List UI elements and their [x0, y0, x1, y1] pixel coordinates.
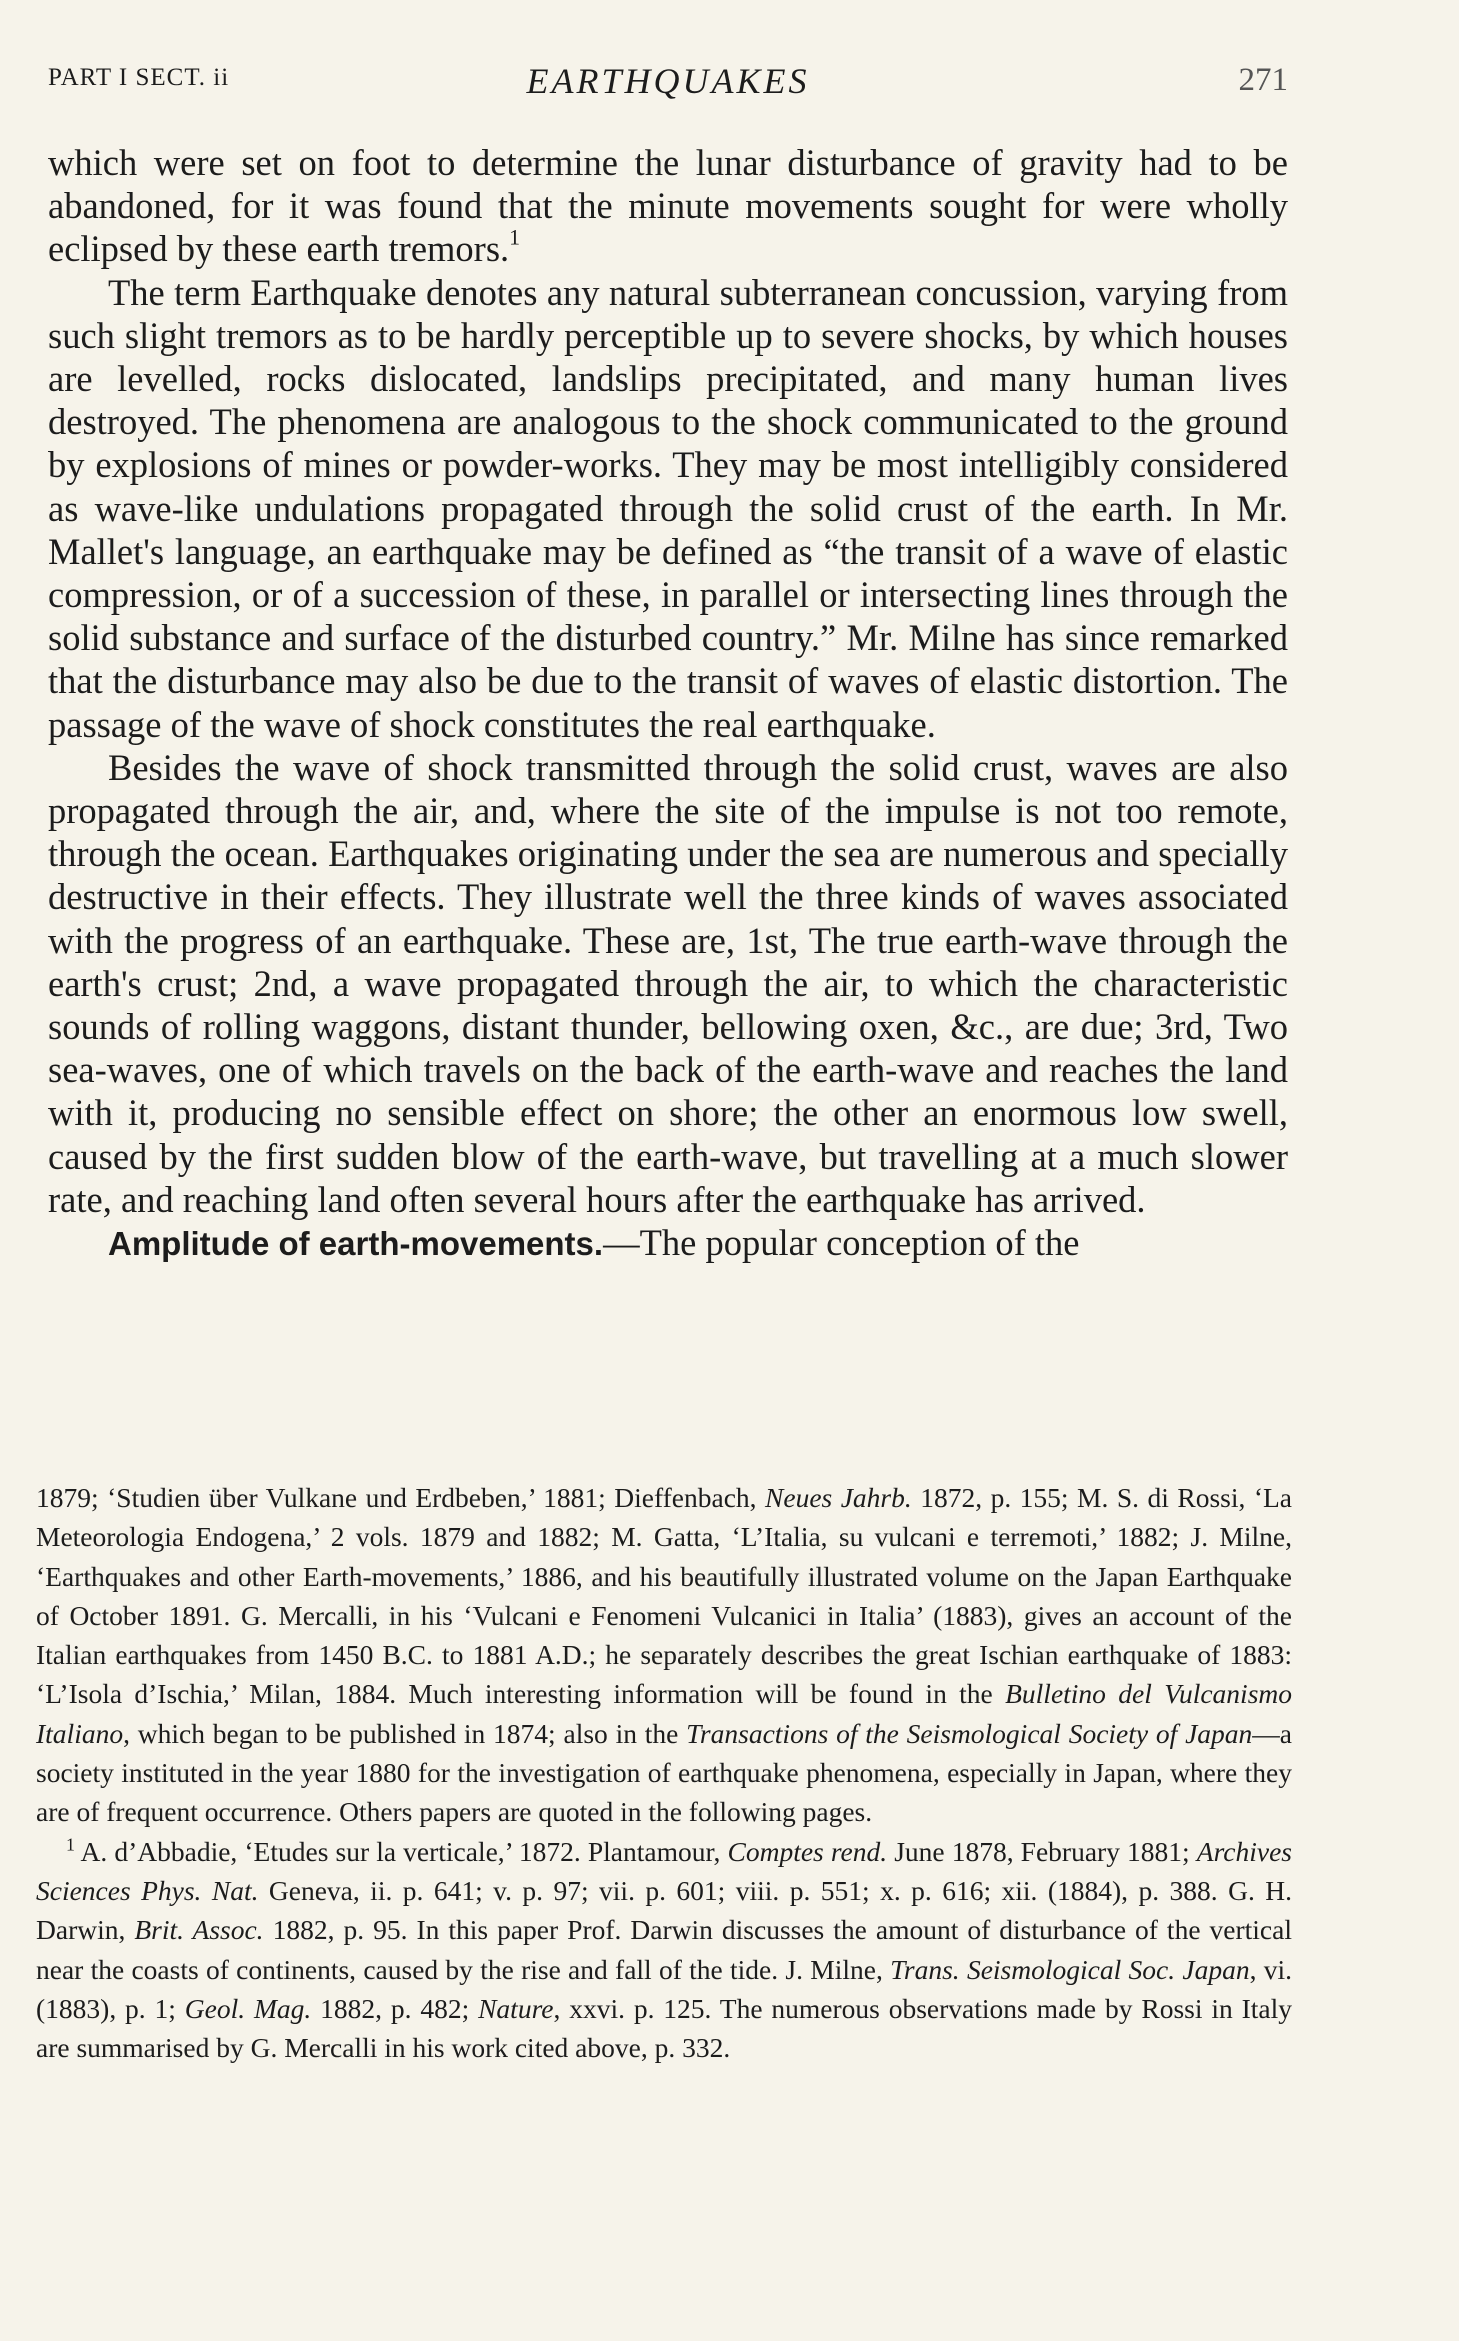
footnotes [36, 1478, 1292, 2067]
paragraph-continued [48, 141, 1288, 271]
footnote-text: , which began to be published in 1874; also in the [123, 1717, 687, 1749]
footnote-text: 1882, p. 482; [311, 1992, 479, 2024]
page-title: EARTHQUAKES [526, 61, 810, 101]
footnote-citation: Transactions of the Seismological Society of Japan [686, 1717, 1253, 1749]
footnote-citation: Neues Jahrb. [765, 1482, 912, 1513]
running-header [48, 60, 1288, 100]
footnote-continued [36, 1478, 1292, 1832]
paragraph-amplitude [48, 1221, 1288, 1265]
footnote-text: , xxvi. p. 125. The numerous observations made by Rossi in Italy are summarised by G. Mercalli in his work cited above, p. 332. [36, 1992, 1292, 2064]
footnote-ref: 1 [509, 224, 521, 250]
book-page [36, 0, 1292, 2341]
paragraph-text: —The popular conception of the [603, 1222, 1080, 1264]
footnote-text: , vi. (1883), p. 1; [36, 1953, 1292, 2024]
paragraph-earthquake-definition: The term Earthquake denotes any natural subterranean concussion, varying from such slight tremors as to be hardly perceptible up to severe shocks, by which houses are levelled, rocks dislocated, landslips precipitated, and many human lives destroyed. The phenomena are analogous to the shock communicated to the ground by explosions of mines or powder-works. They may be most intelligibly considered as wave-like undulations propagated through the solid crust of the earth. In Mr. Mallet's language, an earthquake may be defined as “the transit of a wave of elastic compression, or of a succession of these, in parallel or intersecting lines through the solid substance and surface of the disturbed country.” Mr. Milne has since remarked that the disturbance may also be due to the transit of waves of elastic distortion. The passage of the wave of shock constitutes the real earthquake. [48, 271, 1288, 745]
footnote-text: 1872, p. 155; M. S. di Rossi, ‘La Meteorologia Endogena,’ 2 vols. 1879 and 1882; M. Gatta, ‘L’Italia, su vulcani e terremoti,’ 1882; J. Milne, ‘Earthquakes and other Earth-movements,’ 1886, and his beautifully illustrated volume on the Japan Earthquake of October 1891. G. Mercalli, in his ‘Vulcani e Fenomeni Vulcanici in Italia’ (1883), gives an account of the Italian earthquakes from 1450 B.C. to 1881 A.D.; he separately describes the great Ischian earthquake of 1883: ‘L’Isola d’Ischia,’ Milan, 1884. Much interesting information will be found in the [36, 1482, 1292, 1710]
footnote-text: 1882, p. 95. In this paper Prof. Darwin discusses the amount of disturbance of the vertical near the coasts of continents, caused by the rise and fall of the tide. J. Milne, [36, 1914, 1292, 1985]
footnote-text: 1879; ‘Studien über Vulkane und Erdbeben,’ 1881; Dieffenbach, [36, 1482, 766, 1513]
footnote-marker: 1 [66, 1833, 75, 1854]
page-number: 271 [1238, 62, 1288, 98]
footnote-text: A. d’Abbadie, ‘Etudes sur la verticale,’ 1872. Plantamour, [74, 1835, 728, 1867]
footnote-text: Geneva, ii. p. 641; v. p. 97; vii. p. 601; viii. p. 551; x. p. 616; xii. (1884), p. 388. G. H. Darwin, [36, 1874, 1292, 1946]
footnote-text: June 1878, February 1881; [887, 1835, 1197, 1867]
footnote-1 [36, 1832, 1292, 2068]
section-label: PART I SECT. ii [48, 64, 230, 91]
footnote-citation: Brit. Assoc. [134, 1914, 264, 1946]
footnote-citation: Nature [478, 1992, 554, 2024]
footnote-citation: Bulletino del Vulcanismo Italiano [36, 1678, 1293, 1749]
footnote-citation: Comptes rend. [727, 1835, 888, 1867]
footnote-text: —a society instituted in the year 1880 for the investigation of earthquake phenomena, especially in Japan, where they are of frequent occurrence. Others papers are quoted in the following pages. [36, 1717, 1293, 1828]
paragraph-text: which were set on foot to determine the lunar disturbance of gravity had to be abandoned, for it was found that the minute movements sought for were wholly eclipsed by these earth tremors. [48, 142, 1288, 270]
footnote-citation: Geol. Mag. [184, 1992, 312, 2024]
paragraph-three-waves: Besides the wave of shock transmitted through the solid crust, waves are also propagated through the air, and, where the site of the impulse is not too remote, through the ocean. Earthquakes originating under the sea are numerous and specially destructive in their effects. They illustrate well the three kinds of waves associated with the progress of an earthquake. These are, 1st, The true earth-wave through the earth's crust; 2nd, a wave propagated through the air, to which the characteristic sounds of rolling waggons, distant thunder, bellowing oxen, &c., are due; 3rd, Two sea-waves, one of which travels on the back of the earth-wave and reaches the land with it, producing no sensible effect on shore; the other an enormous low swell, caused by the first sudden blow of the earth-wave, but travelling at a much slower rate, and reaching land often several hours after the earthquake has arrived. [48, 746, 1288, 1220]
main-text [48, 141, 1288, 1265]
footnote-citation: Archives Sciences Phys. Nat. [36, 1835, 1292, 1906]
run-in-heading: Amplitude of earth-movements. [108, 1225, 604, 1263]
footnote-citation: Trans. Seismological Soc. Japan [890, 1953, 1250, 1985]
